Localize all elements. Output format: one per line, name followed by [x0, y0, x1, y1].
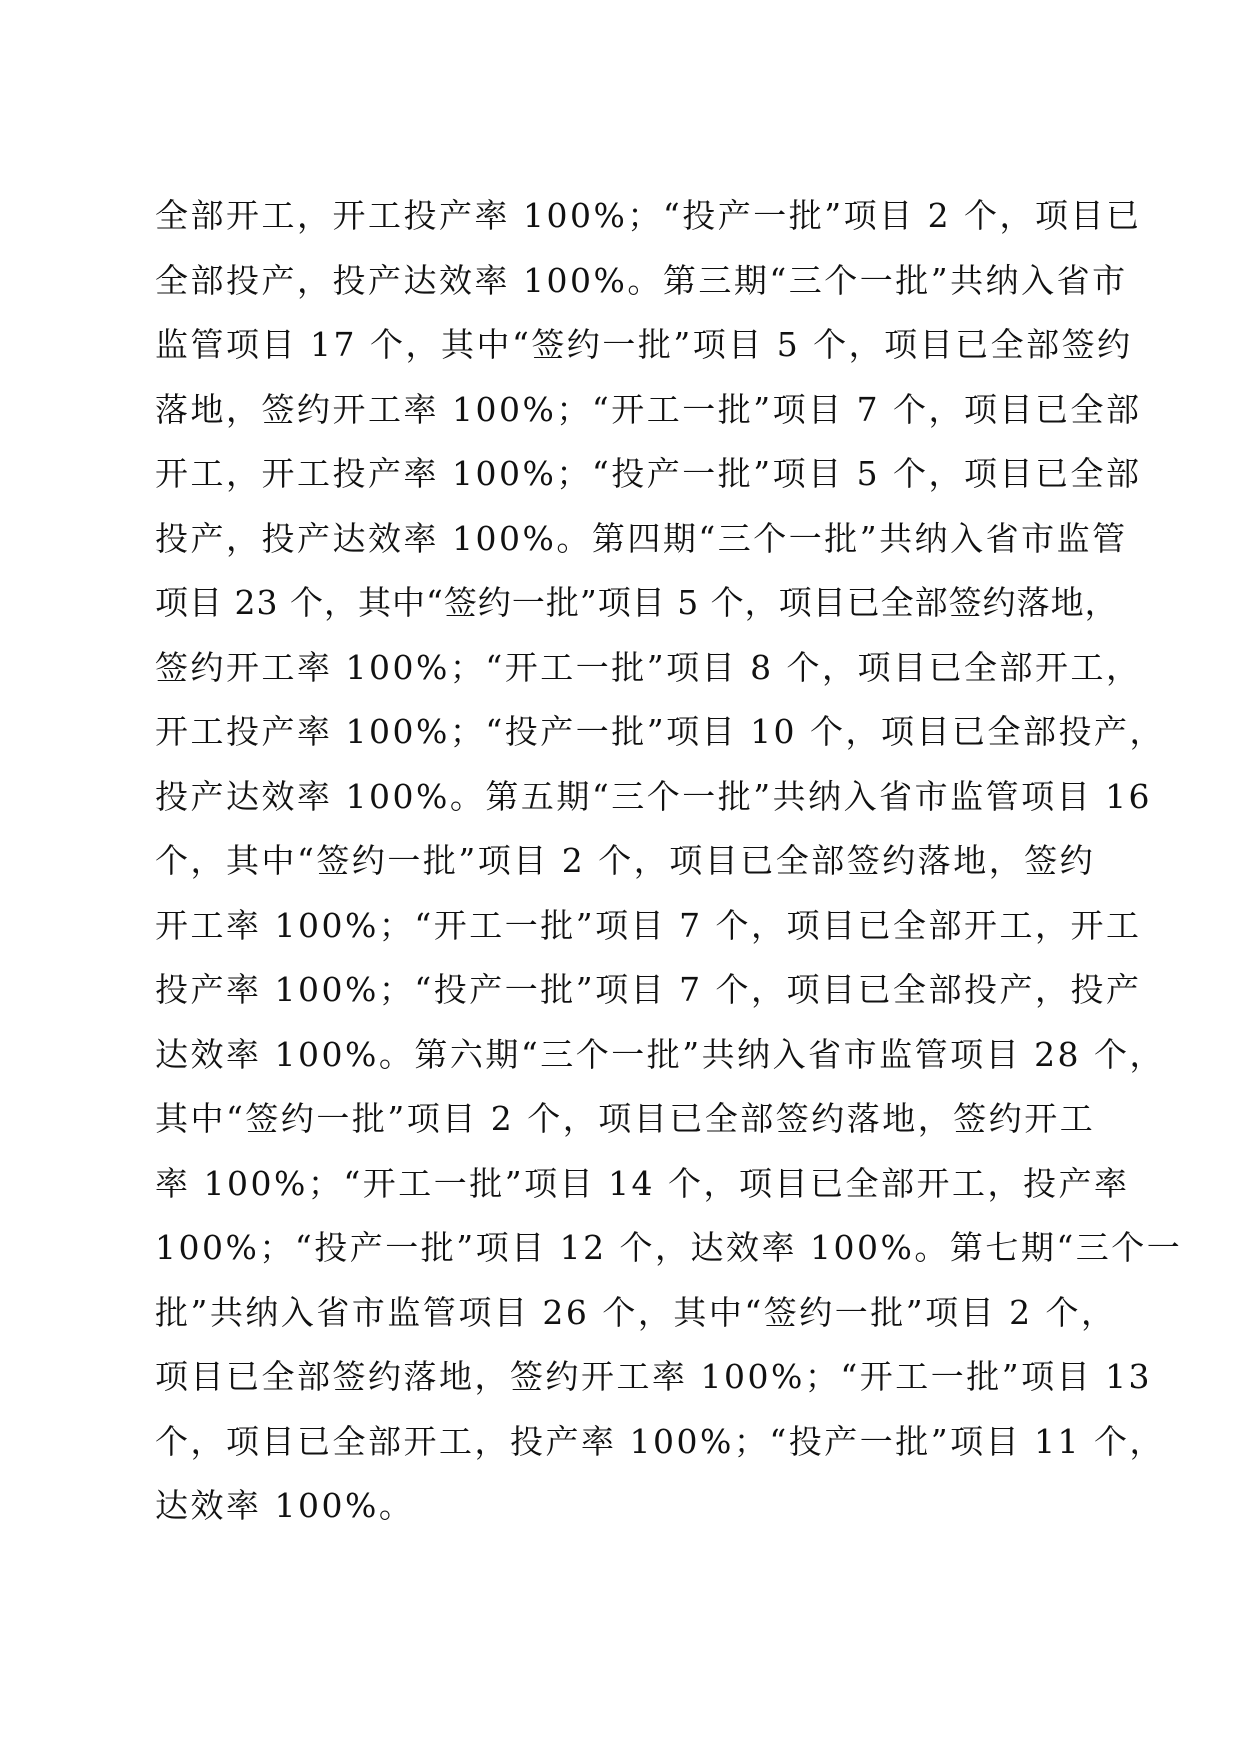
text-line: 投产达效率 100%。第五期“三个一批”共纳入省市监管项目 16: [155, 776, 1153, 816]
text-line: 投产率 100%；“投产一批”项目 7 个，项目已全部投产，投产: [155, 970, 1142, 1009]
text-line: 个，其中“签约一批”项目 2 个，项目已全部签约落地，签约: [155, 841, 1096, 880]
text-line: 开工，开工投产率 100%；“投产一批”项目 5 个，项目已全部: [155, 454, 1142, 493]
text-line: 落地，签约开工率 100%；“开工一批”项目 7 个，项目已全部: [155, 389, 1142, 429]
text-line: 项目 23 个，其中“签约一批”项目 5 个，项目已全部签约落地，: [155, 583, 1119, 622]
text-line: 个，项目已全部开工，投产率 100%；“投产一批”项目 11 个，: [155, 1421, 1166, 1461]
text-line: 签约开工率 100%；“开工一批”项目 8 个，项目已全部开工，: [155, 647, 1142, 687]
text-line: 其中“签约一批”项目 2 个，项目已全部签约落地，签约开工: [155, 1099, 1096, 1138]
text-line: 达效率 100%。: [155, 1486, 415, 1525]
text-line: 率 100%；“开工一批”项目 14 个，项目已全部开工，投产率: [155, 1163, 1130, 1203]
text-line: 达效率 100%。第六期“三个一批”共纳入省市监管项目 28 个，: [155, 1034, 1166, 1074]
text-line: 监管项目 17 个，其中“签约一批”项目 5 个，项目已全部签约: [155, 325, 1133, 364]
text-line: 投产，投产达效率 100%。第四期“三个一批”共纳入省市监管: [155, 518, 1128, 558]
text-line: 全部开工，开工投产率 100%；“投产一批”项目 2 个，项目已: [155, 196, 1142, 235]
text-line: 全部投产，投产达效率 100%。第三期“三个一批”共纳入省市: [155, 260, 1128, 300]
text-line: 开工投产率 100%；“投产一批”项目 10 个，项目已全部投产，: [155, 712, 1166, 751]
text-line: 批”共纳入省市监管项目 26 个，其中“签约一批”项目 2 个，: [155, 1292, 1117, 1332]
text-line: 项目已全部签约落地，签约开工率 100%；“开工一批”项目 13: [155, 1357, 1153, 1396]
text-line: 100%；“投产一批”项目 12 个，达效率 100%。第七期“三个一: [155, 1228, 1183, 1267]
text-line: 开工率 100%；“开工一批”项目 7 个，项目已全部开工，开工: [155, 905, 1142, 945]
body-text: [155, 184, 1183, 1539]
